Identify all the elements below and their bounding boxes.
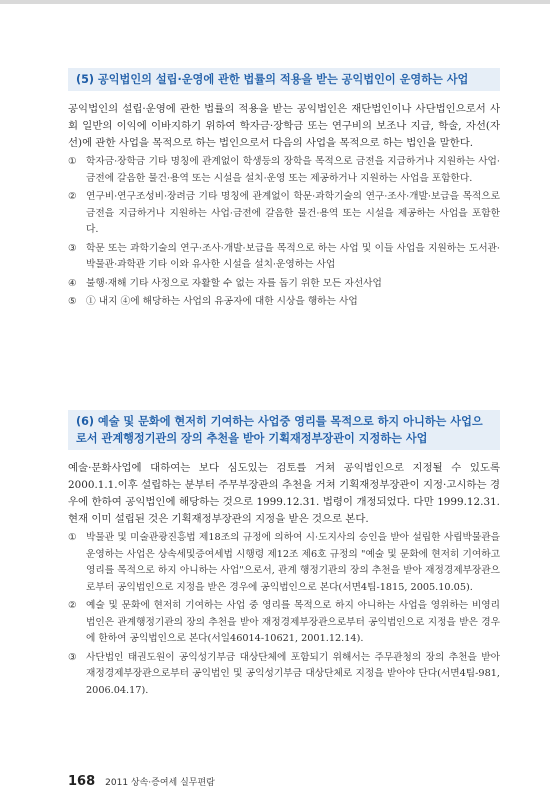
item-list <box>68 154 500 311</box>
section-6 <box>68 410 500 699</box>
item-text: 박물관 및 미술관광진흥법 제18조의 규정에 의하여 시·도지사의 승인을 받아 설립한 사립박물관을 운영하는 사업은 상속세및증여세법 시행령 제12조 제6호 규정의 "예술 및 문화에 현저히 기여하고 영리를 목적으로 하지 아니하는 사업"으로서, 관계 행정기관의 장의 추천을 받아 재정경제부장관으로부터 공익법인으로 지정을 받은 경우에 공익법인으로 본다(서면4팀-1815, 2005.10.05). <box>86 532 500 593</box>
list-item <box>68 189 500 239</box>
list-item <box>68 154 500 187</box>
item-number: ① <box>68 532 77 543</box>
item-number: ③ <box>68 242 77 254</box>
list-item <box>68 650 500 700</box>
item-text: ① 내지 ④에 해당하는 사업의 유공자에 대한 시상을 행하는 사업 <box>86 296 358 307</box>
item-list <box>68 530 500 699</box>
section-paragraph: 공익법인의 설립·운영에 관한 법률의 적용을 받는 공익법인은 재단법인이나 사단법인으로서 사회 일반의 이익에 이바지하기 위하여 학자금·장학금 또는 연구비의 보조나 지급, 학술, 자선(자선)에 관한 사업을 목적으로 하는 법인으로서 다음의 사업을 목적으로 하는 법인을 말한다. <box>68 103 500 149</box>
top-rule <box>0 0 550 4</box>
item-number: ④ <box>68 277 77 289</box>
item-text: 학자금·장학금 기타 명칭에 관계없이 학생등의 장학을 목적으로 금전을 지급하거나 지원하는 사업·금전에 갈음한 물건·용역 또는 시설을 설치·운영 또는 제공하거나 지원하는 사업을 포함한다. <box>86 156 500 184</box>
section-5 <box>68 68 500 311</box>
page-footer <box>68 774 215 789</box>
item-number: ⑤ <box>68 296 77 307</box>
section-heading: (5) 공익법인의 설립·운영에 관한 법률의 적용을 받는 공익법인이 운영하는 사업 <box>68 68 500 91</box>
section-paragraph: 예술·문화사업에 대하여는 보다 심도있는 검토를 거쳐 공익법인으로 지정될 수 있도록 2000.1.1.이후 설립하는 분부터 주무부장관의 추천을 거쳐 기획재정부장관이 지정·고시하는 경우에 한하여 공익법인에 해당하는 것으로 1999.12.31. 법령이 개정되었다. 다만 1999.12.31.현재 이미 설립된 것은 기획재정부장관의 지정을 받은 것으로 본다. <box>68 462 500 525</box>
item-text: 연구비·연구조성비·장려금 기타 명칭에 관계없이 학문·과학기술의 연구·조사·개발·보급을 목적으로 금전을 지급하거나 지원하는 사업·금전에 갈음한 물건·용역 또는 시설을 제공하는 사업을 포함한다. <box>86 191 500 235</box>
item-number: ③ <box>68 651 77 663</box>
book-title: 2011 상속·증여세 실무편람 <box>105 778 215 788</box>
item-text: 예술 및 문화에 현저히 기여하는 사업 중 영리를 목적으로 하지 아니하는 사업을 영위하는 비영리법인은 관계행정기관의 장의 추천을 받아 재정경제부장관으로부터 공익법인으로 지정을 받은 경우에 한하여 공익법인으로 본다(서일46014-10621, 2001.12.14). <box>86 600 500 644</box>
item-number: ② <box>68 600 77 611</box>
list-item <box>68 276 500 293</box>
section-heading: (6) 예술 및 문화에 현저히 기여하는 사업중 영리를 목적으로 하지 아니하는 사업으로서 관계행정기관의 장의 추천을 받아 기획재정부장관이 지정하는 사업 <box>68 410 500 450</box>
list-item <box>68 294 500 311</box>
item-text: 불행·재해 기타 사정으로 자활할 수 없는 자를 돕기 위한 모든 자선사업 <box>86 277 382 289</box>
list-item <box>68 241 500 274</box>
list-item <box>68 530 500 596</box>
item-text: 학문 또는 과학기술의 연구·조사·개발·보급을 목적으로 하는 사업 및 이들 사업을 지원하는 도서관·박물관·과학관 기타 이와 유사한 시설을 설치·운영하는 사업 <box>86 242 500 270</box>
item-number: ① <box>68 156 77 167</box>
item-number: ② <box>68 191 77 202</box>
list-item <box>68 598 500 648</box>
page-number: 168 <box>68 774 96 789</box>
item-text: 사단법인 태권도원이 공익성기부금 대상단체에 포함되기 위해서는 주무관청의 장의 추천을 받아 재정경제부장관으로부터 공익법인 및 공익성기부금 대상단체로 지정을 받아야 단다(서면4팀-981, 2006.04.17). <box>86 651 500 696</box>
